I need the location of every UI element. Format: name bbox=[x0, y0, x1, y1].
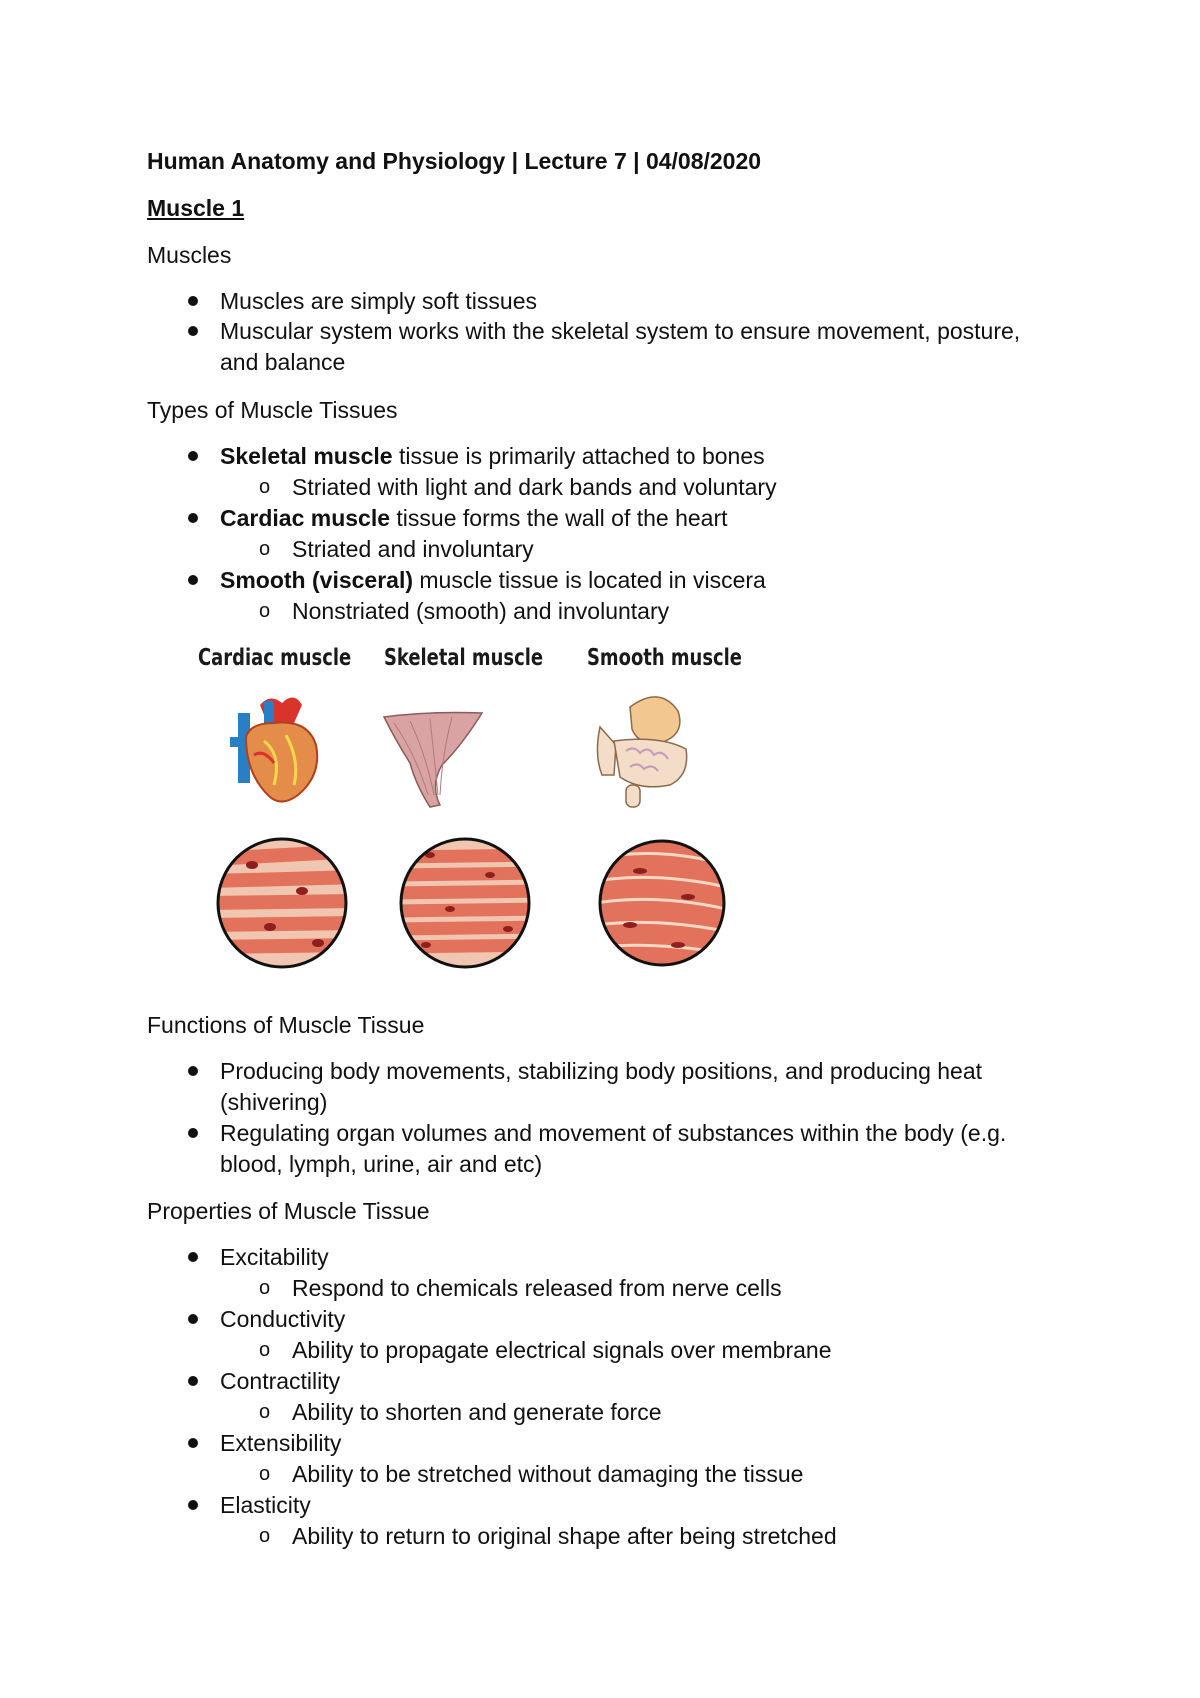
list-item: Producing body movements, stabilizing body positions, and producing heat bbox=[220, 1058, 983, 1084]
term-bold: Smooth (visceral) bbox=[220, 567, 413, 593]
heart-icon bbox=[230, 697, 317, 801]
bullet-icon bbox=[188, 1438, 198, 1448]
sub-list-item: Striated and involuntary bbox=[292, 536, 534, 562]
figure-label-smooth: Smooth muscle bbox=[587, 645, 742, 671]
figure-label-cardiac: Cardiac muscle bbox=[198, 645, 352, 671]
list-item-continuation: and balance bbox=[220, 349, 346, 375]
types-heading: Types of Muscle Tissues bbox=[147, 397, 398, 423]
list-item: Elasticity bbox=[220, 1492, 311, 1518]
muscles-heading: Muscles bbox=[147, 242, 232, 268]
sub-list-item: Ability to be stretched without damaging the tissue bbox=[292, 1461, 804, 1487]
properties-heading: Properties of Muscle Tissue bbox=[147, 1198, 430, 1224]
bullet-icon bbox=[188, 1128, 198, 1138]
bullet-icon bbox=[188, 1066, 198, 1076]
list-item: Excitability bbox=[220, 1244, 329, 1270]
digestive-organs-icon bbox=[597, 697, 686, 807]
term-bold: Skeletal muscle bbox=[220, 443, 393, 469]
list-item bbox=[220, 565, 766, 595]
bullet-icon bbox=[188, 575, 198, 585]
sub-bullet-icon: o bbox=[259, 1277, 271, 1299]
list-item: Contractility bbox=[220, 1368, 341, 1394]
cardiac-tissue-icon bbox=[210, 835, 360, 975]
list-item bbox=[220, 441, 765, 471]
bullet-icon bbox=[188, 1376, 198, 1386]
sub-list-item: Ability to shorten and generate force bbox=[292, 1399, 662, 1425]
skeletal-tissue-icon bbox=[395, 835, 545, 975]
muscle-types-figure bbox=[190, 645, 750, 985]
sub-list-item: Ability to propagate electrical signals over membrane bbox=[292, 1337, 832, 1363]
term-description: muscle tissue is located in viscera bbox=[413, 567, 766, 593]
functions-heading: Functions of Muscle Tissue bbox=[147, 1012, 425, 1038]
bullet-icon bbox=[188, 1252, 198, 1262]
skeletal-muscle-icon bbox=[384, 713, 482, 808]
section-title: Muscle 1 bbox=[147, 195, 245, 221]
sub-bullet-icon: o bbox=[259, 600, 271, 622]
term-bold: Cardiac muscle bbox=[220, 505, 391, 531]
smooth-tissue-icon bbox=[595, 837, 735, 973]
bullet-icon bbox=[188, 513, 198, 523]
list-item-continuation: blood, lymph, urine, air and etc) bbox=[220, 1151, 543, 1177]
bullet-icon bbox=[188, 1500, 198, 1510]
list-item: Extensibility bbox=[220, 1430, 342, 1456]
sub-list-item: Striated with light and dark bands and voluntary bbox=[292, 474, 777, 500]
sub-bullet-icon: o bbox=[259, 538, 271, 560]
bullet-icon bbox=[188, 1314, 198, 1324]
sub-bullet-icon: o bbox=[259, 1463, 271, 1485]
list-item bbox=[220, 503, 728, 533]
sub-list-item: Ability to return to original shape after being stretched bbox=[292, 1523, 837, 1549]
term-description: tissue is primarily attached to bones bbox=[392, 443, 765, 469]
sub-bullet-icon: o bbox=[259, 1339, 271, 1361]
sub-bullet-icon: o bbox=[259, 1401, 271, 1423]
list-item: Conductivity bbox=[220, 1306, 346, 1332]
bullet-icon bbox=[188, 296, 198, 306]
sub-list-item: Nonstriated (smooth) and involuntary bbox=[292, 598, 670, 624]
bullet-icon bbox=[188, 451, 198, 461]
list-item: Regulating organ volumes and movement of substances within the body (e.g. bbox=[220, 1120, 1007, 1146]
list-item-continuation: (shivering) bbox=[220, 1089, 328, 1115]
figure-label-skeletal: Skeletal muscle bbox=[384, 645, 544, 671]
sub-bullet-icon: o bbox=[259, 476, 271, 498]
figure-illustrations bbox=[190, 645, 750, 985]
term-description: tissue forms the wall of the heart bbox=[390, 505, 728, 531]
bullet-icon bbox=[188, 326, 198, 336]
page-title: Human Anatomy and Physiology | Lecture 7 | 04/08/2020 bbox=[147, 148, 762, 174]
sub-bullet-icon: o bbox=[259, 1525, 271, 1547]
list-item: Muscular system works with the skeletal system to ensure movement, posture, bbox=[220, 318, 1021, 344]
list-item: Muscles are simply soft tissues bbox=[220, 288, 537, 314]
sub-list-item: Respond to chemicals released from nerve cells bbox=[292, 1275, 782, 1301]
